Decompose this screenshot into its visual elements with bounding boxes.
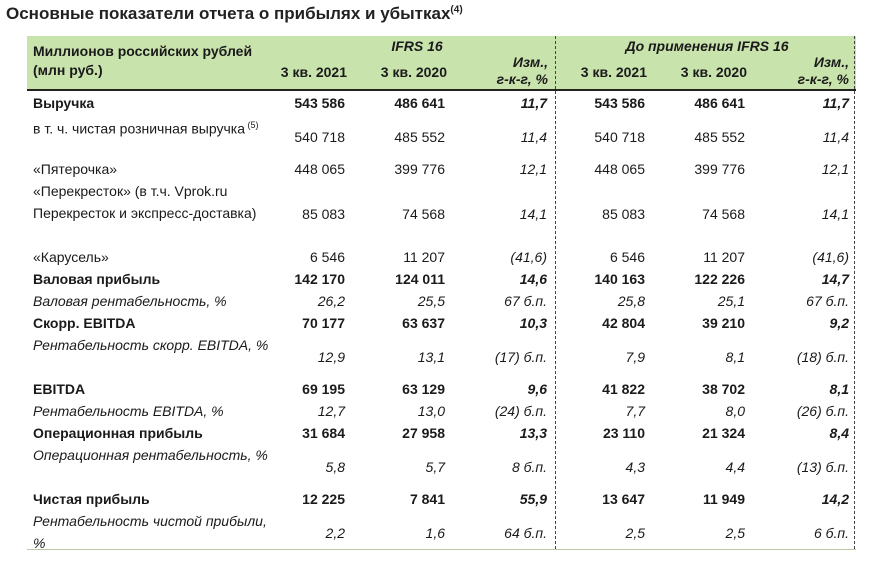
table-row xyxy=(27,180,856,246)
cell-q3-2021: 448 065 xyxy=(294,161,345,177)
table-row xyxy=(27,290,856,312)
col-header-change-pre xyxy=(747,54,849,88)
row-footnote: (5) xyxy=(244,120,259,130)
cell-change: 12,1 xyxy=(519,161,547,177)
cell-q3-2021-pre: 25,8 xyxy=(617,293,645,309)
cell-q3-2021-pre: 2,5 xyxy=(625,525,645,541)
page-title: Основные показатели отчета о прибылях и убытках$^{(4)}$ xyxy=(6,4,463,23)
table-row xyxy=(27,246,856,268)
cell-q3-2021-pre: 543 586 xyxy=(594,95,645,111)
cell-q3-2021: 26,2 xyxy=(317,293,345,309)
cell-q3-2021: 85 083 xyxy=(302,206,345,222)
cell-change: 14,6 xyxy=(519,271,547,287)
row-label: Чистая прибыль xyxy=(33,491,150,507)
row-label: «Карусель» xyxy=(33,249,109,265)
cell-q3-2021-pre: 23 110 xyxy=(602,425,645,441)
cell-change: 67 б.п. xyxy=(504,293,547,309)
cell-q3-2020: 486 641 xyxy=(394,95,445,111)
cell-q3-2020: 485 552 xyxy=(394,129,445,145)
row-label: Выручка xyxy=(33,95,95,111)
cell-q3-2020: 74 568 xyxy=(402,206,445,222)
cell-q3-2021: 12 225 xyxy=(302,491,345,507)
cell-q3-2020: 5,7 xyxy=(425,459,445,475)
cell-change-pre: 12,1 xyxy=(821,161,849,177)
cell-q3-2021-pre: 6 546 xyxy=(609,249,645,265)
cell-q3-2021: 540 718 xyxy=(294,129,345,145)
cell-q3-2020: 124 011 xyxy=(395,271,445,287)
row-label: Рентабельность чистой прибыли, % xyxy=(33,513,267,551)
cell-change: 64 б.п. xyxy=(504,525,547,541)
cell-q3-2020: 27 958 xyxy=(402,425,445,441)
row-label: Операционная рентабельность, % xyxy=(33,447,268,463)
cell-change: 9,6 xyxy=(527,381,547,397)
cell-q3-2021-pre: 4,3 xyxy=(625,459,645,475)
table-row xyxy=(27,268,856,290)
cell-q3-2020-pre: 25,1 xyxy=(717,293,745,309)
cell-change: (41,6) xyxy=(510,249,547,265)
cell-q3-2021-pre: 13 647 xyxy=(602,491,645,507)
cell-q3-2021: 12,9 xyxy=(317,349,345,365)
cell-q3-2021: 5,8 xyxy=(325,459,345,475)
cell-q3-2021-pre: 41 822 xyxy=(602,381,645,397)
cell-q3-2021-pre: 42 804 xyxy=(602,315,645,331)
group-header-pre-ifrs16: До применения IFRS 16 xyxy=(625,38,789,54)
cell-q3-2021: 12,7 xyxy=(317,403,345,419)
cell-q3-2021: 142 170 xyxy=(294,271,345,287)
cell-q3-2020: 63 637 xyxy=(402,315,445,331)
col-header-change xyxy=(447,54,548,88)
cell-change: 10,3 xyxy=(519,315,547,331)
cell-q3-2021-pre: 448 065 xyxy=(594,161,645,177)
table-row xyxy=(27,334,856,378)
cell-q3-2021: 69 195 xyxy=(302,381,345,397)
header-rule xyxy=(27,89,856,91)
units-header: Миллионов российских рублей (млн руб.) xyxy=(33,43,253,78)
row-label: в т. ч. чистая розничная выручка $^{(5)}$ xyxy=(33,120,259,137)
cell-q3-2021: 6 546 xyxy=(309,249,345,265)
cell-q3-2020-pre: 486 641 xyxy=(694,95,745,111)
cell-change-pre: (26) б.п. xyxy=(796,403,849,419)
cell-q3-2020-pre: 21 324 xyxy=(702,425,745,441)
cell-q3-2020: 1,6 xyxy=(425,525,445,541)
cell-change-pre: 11,7 xyxy=(822,95,849,111)
col-header-change-line2: г-к-г, % xyxy=(496,71,548,87)
cell-q3-2020: 7 841 xyxy=(409,491,445,507)
cell-change: 11,7 xyxy=(520,95,547,111)
table-row xyxy=(27,422,856,444)
cell-q3-2020-pre: 39 210 xyxy=(702,315,745,331)
cell-q3-2021-pre: 540 718 xyxy=(594,129,645,145)
row-label: Валовая рентабельность, % xyxy=(33,293,227,309)
cell-q3-2021-pre: 7,9 xyxy=(625,349,645,365)
row-label: Валовая прибыль xyxy=(33,271,161,287)
cell-q3-2020-pre: 74 568 xyxy=(702,206,745,222)
cell-q3-2020-pre: 8,0 xyxy=(725,403,745,419)
cell-q3-2020-pre: 8,1 xyxy=(725,349,745,365)
cell-q3-2020-pre: 4,4 xyxy=(725,459,745,475)
row-label: «Пятерочка» xyxy=(33,161,118,177)
cell-change-pre: 14,7 xyxy=(821,271,849,287)
table-row xyxy=(27,92,856,114)
table-row xyxy=(27,114,856,158)
cell-change-pre: 6 б.п. xyxy=(813,525,849,541)
table-row xyxy=(27,510,856,554)
cell-q3-2021: 2,2 xyxy=(325,525,345,541)
table-row xyxy=(27,158,856,180)
cell-change-pre: 8,1 xyxy=(829,381,849,397)
cell-q3-2020-pre: 38 702 xyxy=(702,381,745,397)
cell-q3-2021-pre: 140 163 xyxy=(594,271,645,287)
cell-q3-2021: 31 684 xyxy=(302,425,345,441)
col-header-q3-2020: 3 кв. 2020 xyxy=(380,64,447,80)
cell-q3-2020: 399 776 xyxy=(394,161,445,177)
cell-change-pre: (18) б.п. xyxy=(796,349,849,365)
col-header-q3-2021: 3 кв. 2021 xyxy=(280,64,347,80)
cell-change-pre: 8,4 xyxy=(829,425,849,441)
row-label: «Перекресток» (в т.ч. Vprok.ru Перекресток и экспресс-доставка) xyxy=(33,183,257,221)
col-header-q3-2021-pre: 3 кв. 2021 xyxy=(580,64,647,80)
cell-change: 8 б.п. xyxy=(511,459,547,475)
col-header-q3-2020-pre: 3 кв. 2020 xyxy=(680,64,747,80)
cell-change-pre: 9,2 xyxy=(829,315,849,331)
cell-q3-2020: 25,5 xyxy=(417,293,445,309)
cell-change: (24) б.п. xyxy=(494,403,547,419)
cell-q3-2021: 70 177 xyxy=(302,315,345,331)
cell-change: 55,9 xyxy=(519,491,547,507)
bottom-rule xyxy=(27,549,856,550)
table-row xyxy=(27,444,856,488)
cell-change-pre: 14,1 xyxy=(821,206,849,222)
cell-q3-2020: 13,0 xyxy=(417,403,445,419)
cell-change-pre: (13) б.п. xyxy=(796,459,849,475)
cell-q3-2020-pre: 122 226 xyxy=(694,271,745,287)
row-label: EBITDA xyxy=(33,381,86,397)
table-row xyxy=(27,378,856,400)
cell-change: (17) б.п. xyxy=(494,349,547,365)
cell-change: 11,4 xyxy=(520,129,547,145)
col-header-change-pre-line1: Изм., xyxy=(813,54,849,70)
cell-q3-2020-pre: 399 776 xyxy=(694,161,745,177)
col-header-change-line1: Изм., xyxy=(512,54,548,70)
group-header-ifrs16: IFRS 16 xyxy=(391,38,443,54)
cell-change-pre: (41,6) xyxy=(812,249,849,265)
cell-q3-2020: 63 129 xyxy=(402,381,445,397)
title-footnote: (4) xyxy=(450,4,463,16)
cell-q3-2020-pre: 11 207 xyxy=(703,249,745,265)
cell-q3-2020-pre: 485 552 xyxy=(694,129,745,145)
cell-q3-2020: 13,1 xyxy=(417,349,445,365)
cell-q3-2021-pre: 7,7 xyxy=(625,403,645,419)
col-header-change-pre-line2: г-к-г, % xyxy=(797,71,849,87)
table-row xyxy=(27,400,856,422)
cell-q3-2020: 11 207 xyxy=(403,249,445,265)
cell-change-pre: 67 б.п. xyxy=(806,293,849,309)
cell-q3-2021-pre: 85 083 xyxy=(602,206,645,222)
row-label: Операционная прибыль xyxy=(33,425,203,441)
cell-q3-2021: 543 586 xyxy=(294,95,345,111)
row-label: Рентабельность EBITDA, % xyxy=(33,403,224,419)
table-header xyxy=(27,36,856,90)
row-label: Рентабельность скорр. EBITDA, % xyxy=(33,337,269,353)
table-row xyxy=(27,312,856,334)
row-label: Скорр. EBITDA xyxy=(33,315,136,331)
cell-change-pre: 14,2 xyxy=(821,491,849,507)
cell-q3-2020-pre: 11 949 xyxy=(702,491,745,507)
cell-change: 13,3 xyxy=(519,425,547,441)
cell-q3-2020-pre: 2,5 xyxy=(725,525,745,541)
cell-change-pre: 11,4 xyxy=(822,129,849,145)
cell-change: 14,1 xyxy=(519,206,547,222)
table-row xyxy=(27,488,856,510)
